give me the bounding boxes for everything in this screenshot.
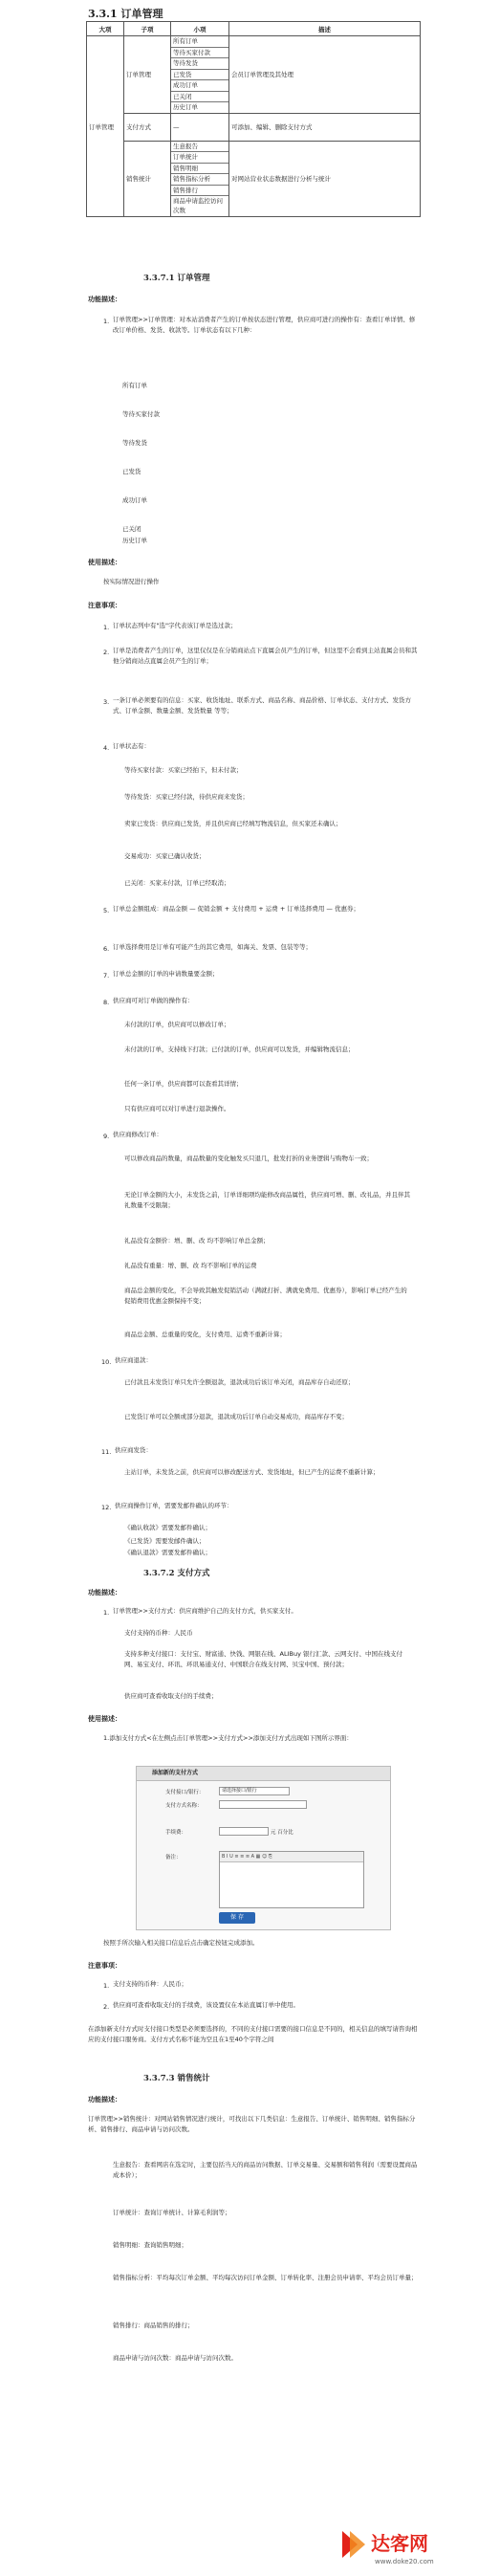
mail-item: 《已发货》需要发邮件确认； [124,1537,206,1545]
modify-item: 无论订单金额的大小，未发货之前，订单详细项均能修改商品属性，供应商可增、删、改礼品，并且伴其礼数量不受限制； [124,1191,410,1209]
func-label: 功能描述： [88,296,121,303]
table-item: 历史订单 [173,103,198,111]
state-item: 等待买家付款 [122,410,160,418]
svg-text:达客网: 达客网 [371,2532,428,2555]
subsection-title: 3.3.7.1 订单管理 [143,274,210,283]
svg-text:www.doke20.com: www.doke20.com [375,2558,434,2565]
table-item: 已发货 [171,70,228,81]
list-number: 5. [103,907,110,914]
refund-item: 已发货订单可以全额或部分退款，退款成功后订单自动交易成功，商品库存不变； [124,1413,348,1420]
modify-item: 礼品没有重量：增、删、改 均不影响订单的运费 [124,1262,257,1269]
table-item: 销售明细 [171,164,228,175]
table-row [87,141,421,217]
paragraph: 订单管理>>订单管理：对本站消费者产生的订单按状态进行管理，供应商可进行的操作有：查看订单详情、修改订单价格、发货、收款等。订单状态有以下几种： [113,316,416,334]
status-item: 卖家已发货：供应商已发货，并且供应商已经填写物流信息，但买家还未确认； [124,820,342,827]
table-item: 等待发货 [171,58,228,70]
list-number: 2. [103,2003,110,2011]
use-text: 按实际情况进行操作 [103,578,160,585]
modify-item: 商品总金额、总重量的变化，支付费用、运费不重新计算； [124,1331,286,1338]
table-header: 小项 [171,22,229,36]
note-item: 订单状态有： [113,742,150,750]
list-number: 1. [103,1609,110,1617]
table-cell-items [171,141,229,217]
table-header: 子项 [124,22,171,36]
note-item: 供应商发货： [115,1446,152,1454]
paragraph: 供应商可查看收取支付的手续费； [124,1692,218,1700]
table-item: 订单统计 [171,152,228,164]
table-item: 成功订单 [171,80,228,92]
note-label: 注意事项： [88,602,121,609]
table-item: 等待买家付款 [171,48,228,59]
note-item: 订单是消费者产生的订单，这里仅仅是在分销商站点下直属会员产生的订单，但这里不会看到主站直属会员和其他分销商站点直属会员产生的订单； [113,647,418,665]
table-cell-items [171,36,229,114]
field-label: 支付方式名称： [165,1803,203,1809]
list-number: 8. [103,999,110,1006]
note-label: 注意事项： [88,1962,121,1970]
screenshot-title-bar: 添加新的支付方式 [137,1767,390,1781]
modify-item: 商品总金额的变化，不会导致其触发促销活动（满就打折、满就免费用、优惠券），影响订单已经产生的促销费用优惠金额保持不变； [124,1287,407,1305]
list-number: 11. [101,1448,112,1456]
op-item: 任何一条订单，供应商都可以查看其详情； [124,1080,243,1088]
state-item: 已关闭 [122,525,141,533]
table-cell-items: — [171,113,229,141]
paragraph: 订单管理>>销售统计：对网站销售情况进行统计，可找出以下几类信息：生意报告、订单统计、销售明细、销售指标分析、销售排行、商品申请与访问次数。 [88,2115,416,2133]
note-item: 一条订单必须要有的信息：买家、收货地址、联系方式、商品名称、商品价格、订单状态、支付方式、发货方式、订单金额、数量金额、发货数量 等等； [113,696,411,715]
note-item: 供应商可查看收取支付的手续费，该设置仅在本站直属订单中使用。 [113,2001,299,2009]
list-item: 销售明细：查询销售明细； [113,2241,187,2249]
paragraph: 支付支持的币种：人民币 [124,1629,193,1637]
use-label: 使用描述： [88,1715,121,1723]
table-cell-sub: 订单管理 [124,36,171,114]
note-item: 供应商操作订单，需要发邮件确认的环节： [115,1502,233,1509]
payment-interface-select[interactable]: 请选择接口/银行 [219,1787,290,1795]
op-item: 只有供应商可以对订单进行退款操作。 [124,1105,230,1112]
table-cell-sub: 支付方式 [124,113,171,141]
list-item: 生意报告：查看网店在选定时，主要包括当天的商品访问数据、订单交易量、交易额和销售利润（需要设置商品成本价）； [113,2161,418,2179]
status-item: 等待买家付款：买家已经拍下，但未付款； [124,766,243,774]
list-item: 商品申请与访问次数：商品申请与访问次数。 [113,2354,237,2362]
paragraph: 支持多种支付接口：支付宝、财富通、快钱、网银在线、ALIBuy 银行汇款、云网支付、中国在线支付网、易宝支付、环讯、环讯易通支付、中国联合在线支付网、贝宝中国、预付款； [124,1650,402,1668]
list-number: 10. [101,1358,112,1366]
save-button[interactable]: 保 存 [219,1912,255,1924]
table-row [87,36,421,114]
table-item: 所有订单 [171,36,228,48]
note-item: 支付支持的币种：人民币； [113,1980,187,1988]
note-item: 订单选择费用是订单有可能产生的其它费用，如海关、发票、包装等等； [113,943,312,951]
func-label: 功能描述： [88,1589,121,1596]
modify-item: 礼品没有金额价：增、删、改 均不影响订单总金额； [124,1237,270,1244]
paragraph: 订单管理>>支付方式：供应商维护自己的支付方式，供买家支付。 [113,1607,297,1615]
field-label: 支付接口/银行： [165,1790,205,1795]
state-item: 历史订单 [122,537,147,544]
table-item: 销售指标分析 [171,174,228,186]
mail-item: 《确认收款》需要发邮件确认； [124,1524,211,1531]
table-cell-desc: 可添加、编辑、删除支付方式 [229,113,421,141]
list-number: 12. [101,1504,112,1511]
list-item: 订单统计：查询订单统计、计算毛利润等； [113,2209,231,2216]
list-number: 6. [103,945,110,953]
editor-toolbar[interactable]: B I U ≡ ≡ ≡ A ▦ ☺ ⎘ [220,1852,363,1862]
list-number: 1. [103,624,110,631]
modify-item: 可以修改商品的数量，商品数量的变化触发买只退几，批发打折的业务逻辑与购物车一致； [124,1155,373,1162]
table-cell-sub: 销售统计 [124,141,171,217]
state-item: 等待发货 [122,439,147,447]
list-item: 销售排行：商品销售的排行； [113,2322,194,2329]
status-item: 等待发货：买家已经付款，待供应商来发货； [124,793,249,801]
table-item: 生意报告 [171,142,228,153]
paragraph: 在添加新支付方式时支付接口类型是必须要选择的，不同的支付接口需要的接口信息是不同的，相关信息的填写请咨询相应的支付接口服务商。支付方式名称不能为空且在1至40个字符之间 [88,2025,418,2043]
table-header: 大项 [87,22,124,36]
subsection-title: 3.3.7.2 支付方式 [143,1569,210,1578]
field-label: 手续费： [165,1830,187,1836]
mail-item: 《确认退款》需要发邮件确认； [124,1549,211,1556]
op-item: 未付款的订单，供应商可以修改订单； [124,1021,230,1028]
list-number: 4. [103,744,110,752]
module-table [86,21,421,217]
list-number: 7. [103,972,110,980]
table-cell-big-item: 订单管理 [87,36,124,217]
note-item: 供应商退款： [115,1356,152,1364]
note-item: 订单状态列中有"选"字代表该订单是选过款； [113,622,237,629]
state-item: 所有订单 [122,382,147,389]
table-cell-desc: 对网站营业状态数据进行分析与统计 [229,141,421,217]
table-item: 销售排行 [171,186,228,197]
op-item: 未付款的订单，支持线下打款；已付款的订单，供应商可以发货，并编辑物流信息； [124,1046,355,1053]
state-item: 成功订单 [122,496,147,504]
fee-hint: 元 百分比 [271,1830,293,1836]
note-item: 订单总金额组成：商品金额 — 促销金额 + 支付费用 + 运费 + 订单选择费用 — 优惠券； [113,905,360,913]
ship-item: 主站订单，未发货之前，供应商可以修改配送方式、发货地址，但已产生的运费不重新计算； [124,1468,380,1476]
table-item: 商品申请监控访问次数 [173,197,223,214]
table-header-row [87,22,421,36]
list-number: 1. [103,318,110,325]
status-item: 交易成功：买家已确认收货； [124,852,206,860]
refund-item: 已付款且未发货订单只允许全额退款，退款成功后该订单关闭，商品库存自动还原； [124,1378,355,1386]
func-label: 功能描述： [88,2096,121,2103]
list-number: 1. [103,1982,110,1990]
table-header: 描述 [229,22,421,36]
paragraph: 按照手所次输入相关接口信息后点击确定按钮完成添加。 [103,1939,259,1947]
use-label: 使用描述： [88,559,121,566]
status-item: 已关闭：买家未付款，订单已经取消； [124,879,230,887]
note-item: 供应商可对订单做的操作有： [113,997,194,1004]
list-number: 3. [103,698,110,706]
list-number: 2. [103,649,110,656]
field-label: 备注： [165,1855,182,1860]
use-text: 1.添加支付方式<在左侧点击订单管理>>支付方式>>添加支付方式出现如下图所示界面： [103,1734,353,1742]
table-cell-desc: 会员订单管理及其处理 [229,36,421,114]
list-number: 9. [103,1133,110,1140]
table-item: 已关闭 [171,92,228,103]
table-row [87,113,421,141]
note-item: 供应商修改订单： [113,1131,163,1138]
state-item: 已发货 [122,468,141,475]
note-item: 订单总金额的订单的申请数量要金额； [113,970,219,978]
section-title: 3.3.1 订单管理 [88,8,163,20]
subsection-title: 3.3.7.3 销售统计 [143,2074,210,2083]
list-item: 销售指标分析：平均每次订单金额、平均每次访问订单金额、订单转化率、注册会员申请率、平均会员订单量； [113,2274,418,2281]
